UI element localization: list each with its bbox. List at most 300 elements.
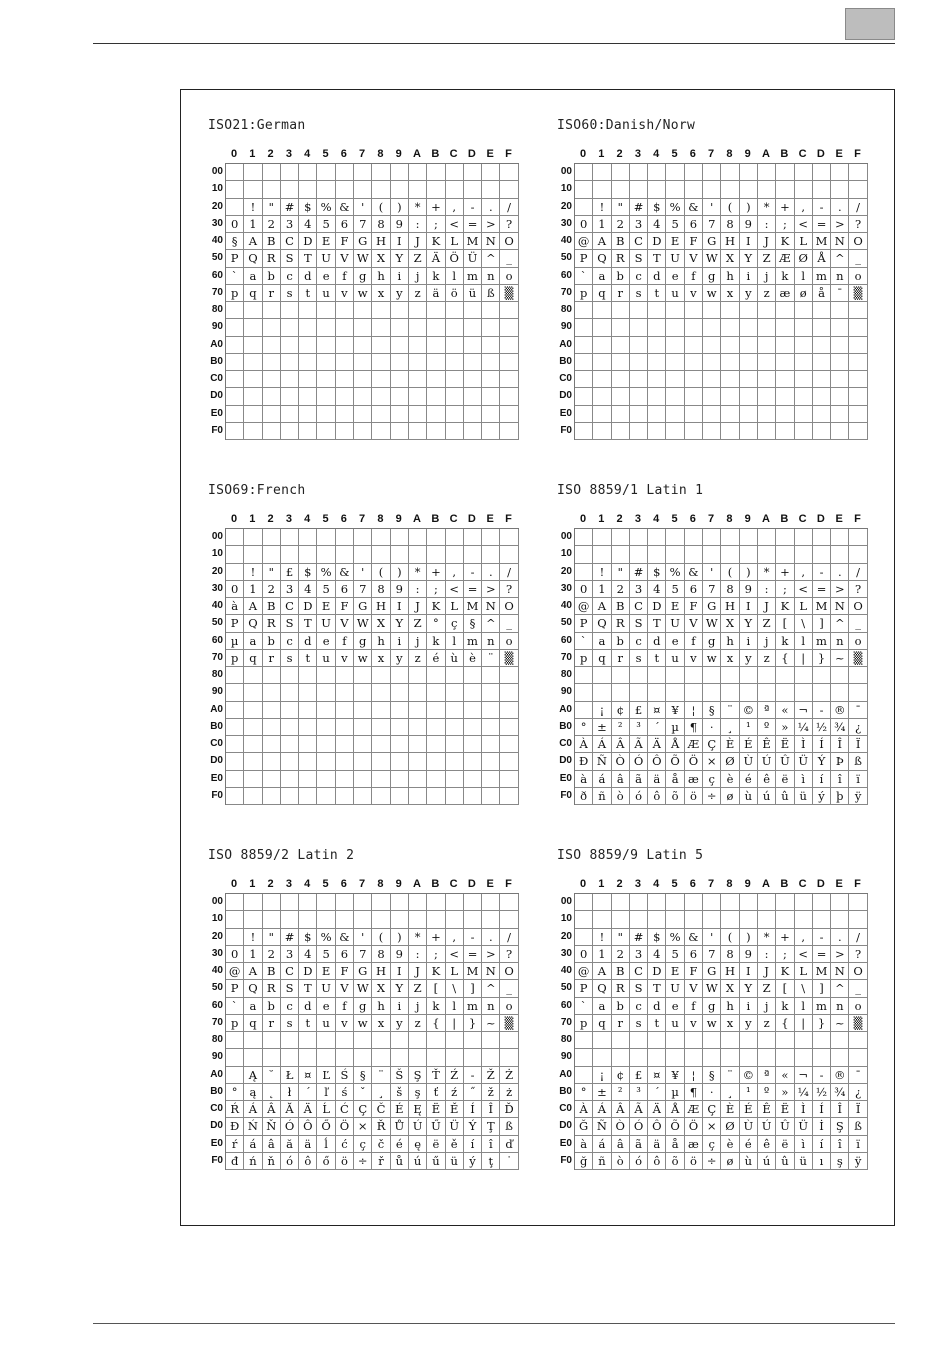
- grid-cell: L: [795, 963, 813, 980]
- grid-cell: [721, 371, 739, 388]
- grid-cell: [721, 423, 739, 440]
- grid-cell: }: [464, 1015, 482, 1032]
- grid-cell: ©: [740, 1067, 758, 1084]
- grid-cell: [317, 702, 335, 719]
- grid-cell: [391, 546, 409, 563]
- grid-cell: [372, 181, 390, 198]
- grid-cell: {: [776, 650, 794, 667]
- row-header: 60: [211, 999, 223, 1011]
- grid-cell: [299, 771, 317, 788]
- grid-cell: [500, 423, 518, 440]
- column-header: E: [486, 148, 494, 160]
- grid-cell: [336, 546, 354, 563]
- grid-cell: [575, 371, 593, 388]
- grid-cell: [446, 684, 464, 701]
- grid-cell: =: [464, 581, 482, 598]
- grid-cell: ): [391, 199, 409, 216]
- grid-cell: b: [263, 998, 281, 1015]
- grid-cell: ®: [831, 702, 849, 719]
- grid-cell: Ø: [721, 1118, 739, 1135]
- grid-row: [575, 319, 868, 336]
- grid-cell: [740, 423, 758, 440]
- grid-cell: [354, 702, 372, 719]
- grid-cell: M: [464, 233, 482, 250]
- grid-cell: 9: [391, 946, 409, 963]
- grid-cell: R: [612, 980, 630, 997]
- grid-cell: ": [612, 199, 630, 216]
- grid-cell: å: [666, 1136, 684, 1153]
- grid-cell: P: [226, 250, 244, 267]
- grid-cell: ĺ: [317, 1136, 335, 1153]
- grid-cell: 0: [226, 946, 244, 963]
- grid-cell: [500, 753, 518, 770]
- row-header: 40: [560, 965, 572, 976]
- grid-cell: [299, 337, 317, 354]
- grid-cell: A: [244, 233, 262, 250]
- grid-cell: Ż: [500, 1067, 518, 1084]
- grid-cell: [849, 164, 867, 181]
- column-header: C: [449, 148, 458, 160]
- grid-cell: t: [648, 650, 666, 667]
- grid-cell: [500, 911, 518, 928]
- row-header: 60: [560, 634, 572, 646]
- grid-row: [575, 1118, 868, 1135]
- grid-cell: d: [648, 268, 666, 285]
- grid-cell: [446, 667, 464, 684]
- grid-cell: ˘: [263, 1067, 281, 1084]
- grid-cell: [427, 319, 445, 336]
- grid-cell: ¬: [795, 1067, 813, 1084]
- grid-cell: 9: [740, 581, 758, 598]
- grid-cell: [612, 371, 630, 388]
- row-header: 90: [211, 1051, 223, 1063]
- grid-cell: ž: [482, 1084, 500, 1101]
- grid-cell: [758, 302, 776, 319]
- grid-cell: Å: [666, 736, 684, 753]
- grid-cell: [281, 164, 299, 181]
- grid-cell: [630, 546, 648, 563]
- grid-cell: [482, 423, 500, 440]
- grid-cell: [317, 667, 335, 684]
- grid-cell: [795, 1049, 813, 1066]
- column-header: 7: [708, 878, 715, 890]
- grid-cell: [500, 164, 518, 181]
- grid-cell: P: [575, 250, 593, 267]
- grid-cell: y: [740, 1015, 758, 1032]
- grid-cell: i: [391, 633, 409, 650]
- grid-cell: Ü: [446, 1118, 464, 1135]
- grid-cell: ß: [849, 753, 867, 770]
- grid-cell: [226, 354, 244, 371]
- grid-cell: D: [648, 233, 666, 250]
- grid-cell: [372, 164, 390, 181]
- grid-cell: [464, 771, 482, 788]
- grid-row: [226, 199, 519, 216]
- grid-cell: 2: [612, 216, 630, 233]
- grid-cell: [849, 388, 867, 405]
- grid-cell: [482, 302, 500, 319]
- grid-cell: [612, 667, 630, 684]
- grid-cell: ^: [482, 615, 500, 632]
- row-header: 50: [560, 617, 572, 629]
- grid-cell: [226, 667, 244, 684]
- grid-cell: [336, 354, 354, 371]
- grid-cell: i: [740, 998, 758, 1015]
- grid-cell: [446, 388, 464, 405]
- column-header: 3: [634, 513, 641, 525]
- grid-cell: ù: [446, 650, 464, 667]
- grid-cell: [446, 753, 464, 770]
- grid-row: [226, 423, 519, 440]
- grid-cell: h: [721, 998, 739, 1015]
- grid-cell: j: [758, 268, 776, 285]
- grid-cell: <: [446, 216, 464, 233]
- grid-cell: f: [685, 268, 703, 285]
- grid-cell: Ę: [409, 1101, 427, 1118]
- grid-cell: [685, 911, 703, 928]
- grid-row: [575, 1101, 868, 1118]
- grid-cell: [612, 911, 630, 928]
- grid-cell: ?: [849, 216, 867, 233]
- grid-cell: q: [244, 1015, 262, 1032]
- grid-cell: [630, 911, 648, 928]
- grid-cell: [464, 736, 482, 753]
- grid-cell: [281, 423, 299, 440]
- grid-cell: [758, 371, 776, 388]
- grid-cell: [666, 181, 684, 198]
- grid-cell: A: [593, 963, 611, 980]
- grid-cell: r: [263, 1015, 281, 1032]
- column-header: 5: [671, 878, 678, 890]
- grid-cell: [317, 371, 335, 388]
- column-header: 6: [340, 513, 347, 525]
- column-header: 1: [249, 148, 256, 160]
- grid-cell: m: [813, 633, 831, 650]
- grid-cell: [372, 406, 390, 423]
- grid-cell: ò: [612, 788, 630, 805]
- grid-row: [226, 753, 519, 770]
- grid-cell: ö: [685, 788, 703, 805]
- column-header: 2: [616, 513, 623, 525]
- grid-cell: 4: [648, 946, 666, 963]
- row-header: 60: [560, 999, 572, 1011]
- row-header: 00: [211, 166, 223, 177]
- grid-cell: [703, 164, 721, 181]
- grid-cell: $: [299, 564, 317, 581]
- grid-cell: P: [575, 615, 593, 632]
- row-header: 20: [211, 565, 223, 577]
- grid-cell: [648, 546, 666, 563]
- column-header: 9: [395, 513, 402, 525]
- grid-cell: [372, 546, 390, 563]
- grid-cell: Æ: [685, 1101, 703, 1118]
- grid-cell: [500, 736, 518, 753]
- grid-cell: ¾: [831, 719, 849, 736]
- grid-cell: À: [575, 1101, 593, 1118]
- row-header: 30: [211, 217, 223, 229]
- column-header: E: [486, 878, 494, 890]
- grid-cell: t: [299, 650, 317, 667]
- grid-cell: ;: [776, 216, 794, 233]
- grid-cell: D: [299, 598, 317, 615]
- grid-cell: s: [281, 285, 299, 302]
- grid-cell: [612, 337, 630, 354]
- grid-cell: [630, 337, 648, 354]
- grid-cell: µ: [666, 1084, 684, 1101]
- grid-cell: [575, 894, 593, 911]
- grid-cell: B: [263, 963, 281, 980]
- grid-cell: 5: [317, 946, 335, 963]
- grid-cell: [226, 788, 244, 805]
- grid-cell: ▒: [849, 1015, 867, 1032]
- grid-cell: [446, 788, 464, 805]
- grid-cell: [244, 667, 262, 684]
- grid-cell: [685, 546, 703, 563]
- grid-cell: E: [666, 598, 684, 615]
- grid-cell: [795, 371, 813, 388]
- grid-cell: ä: [648, 1136, 666, 1153]
- grid-cell: [648, 181, 666, 198]
- grid-row: [575, 164, 868, 181]
- grid-cell: [666, 529, 684, 546]
- grid-cell: z: [409, 650, 427, 667]
- grid-cell: J: [409, 233, 427, 250]
- grid-cell: [391, 388, 409, 405]
- grid-cell: ": [612, 929, 630, 946]
- grid-cell: Ø: [721, 753, 739, 770]
- grid-cell: [648, 302, 666, 319]
- grid-cell: [244, 164, 262, 181]
- grid-cell: ÷: [354, 1153, 372, 1170]
- grid-cell: [446, 371, 464, 388]
- grid-row: [575, 388, 868, 405]
- grid-cell: [281, 337, 299, 354]
- grid-cell: [354, 667, 372, 684]
- grid-cell: ,: [446, 929, 464, 946]
- grid-row: [575, 1032, 868, 1049]
- grid-cell: [776, 319, 794, 336]
- grid-cell: [795, 894, 813, 911]
- grid-cell: ï: [849, 1136, 867, 1153]
- grid-cell: ¨: [721, 1067, 739, 1084]
- grid-cell: Ě: [446, 1101, 464, 1118]
- grid-cell: [795, 181, 813, 198]
- grid-row: [226, 667, 519, 684]
- column-header: A: [762, 513, 770, 525]
- grid-cell: [446, 164, 464, 181]
- grid-cell: N: [831, 233, 849, 250]
- grid-cell: [354, 1032, 372, 1049]
- grid-cell: [813, 894, 831, 911]
- grid-cell: E: [666, 233, 684, 250]
- grid-cell: #: [281, 199, 299, 216]
- grid-cell: X: [721, 250, 739, 267]
- grid-cell: [482, 719, 500, 736]
- grid-cell: Ì: [795, 736, 813, 753]
- grid-cell: [391, 354, 409, 371]
- grid-cell: .: [482, 564, 500, 581]
- grid-cell: [575, 302, 593, 319]
- grid-cell: [372, 667, 390, 684]
- grid-cell: 3: [630, 946, 648, 963]
- grid-cell: R: [612, 615, 630, 632]
- grid-cell: q: [593, 1015, 611, 1032]
- grid-cell: Z: [409, 980, 427, 997]
- grid-cell: [795, 302, 813, 319]
- grid-cell: [776, 371, 794, 388]
- grid-cell: [575, 702, 593, 719]
- grid-cell: &: [336, 929, 354, 946]
- grid-cell: 7: [354, 946, 372, 963]
- grid-cell: [482, 667, 500, 684]
- row-header: D0: [559, 755, 572, 767]
- row-header: C0: [210, 1103, 223, 1114]
- grid-cell: [446, 719, 464, 736]
- grid-cell: ,: [795, 929, 813, 946]
- grid-cell: [831, 164, 849, 181]
- grid-cell: p: [575, 285, 593, 302]
- grid-row: [575, 1136, 868, 1153]
- grid-cell: È: [721, 1101, 739, 1118]
- grid-row: [226, 1136, 519, 1153]
- grid-cell: [776, 181, 794, 198]
- grid-cell: T: [648, 250, 666, 267]
- grid-cell: [482, 911, 500, 928]
- row-header: 50: [211, 617, 223, 629]
- grid-cell: Q: [593, 615, 611, 632]
- column-header: 4: [653, 513, 660, 525]
- grid-cell: [593, 302, 611, 319]
- grid-cell: `: [575, 268, 593, 285]
- grid-cell: y: [391, 285, 409, 302]
- row-header: 10: [560, 548, 572, 560]
- grid-cell: <: [795, 946, 813, 963]
- grid-row: [226, 911, 519, 928]
- grid-row: [226, 1101, 519, 1118]
- grid-cell: ·: [703, 719, 721, 736]
- grid-cell: [354, 164, 372, 181]
- grid-cell: [813, 406, 831, 423]
- grid-cell: A: [593, 233, 611, 250]
- grid-cell: [464, 911, 482, 928]
- grid-cell: [464, 354, 482, 371]
- grid-row: [575, 250, 868, 267]
- grid-cell: #: [281, 929, 299, 946]
- row-header: D0: [210, 1120, 223, 1132]
- grid-cell: [776, 684, 794, 701]
- grid-cell: y: [391, 650, 409, 667]
- grid-cell: =: [464, 216, 482, 233]
- column-header: 9: [744, 878, 751, 890]
- grid-cell: [226, 929, 244, 946]
- grid-cell: [849, 546, 867, 563]
- grid-cell: [372, 702, 390, 719]
- column-header: 1: [598, 878, 605, 890]
- grid-cell: [244, 911, 262, 928]
- grid-cell: [263, 319, 281, 336]
- grid-row: [575, 771, 868, 788]
- grid-cell: [758, 388, 776, 405]
- grid-cell: Ó: [630, 1118, 648, 1135]
- grid-cell: [317, 529, 335, 546]
- grid-row: [575, 581, 868, 598]
- grid-cell: Â: [612, 1101, 630, 1118]
- table-title: ISO60:Danish/Norw: [557, 118, 696, 133]
- grid-cell: ?: [500, 216, 518, 233]
- column-header: B: [431, 513, 440, 525]
- grid-cell: S: [630, 615, 648, 632]
- grid-cell: l: [446, 268, 464, 285]
- grid-cell: [: [776, 615, 794, 632]
- grid-cell: [244, 302, 262, 319]
- grid-cell: M: [813, 598, 831, 615]
- grid-cell: [317, 406, 335, 423]
- column-header: E: [835, 513, 843, 525]
- column-header: 7: [359, 878, 366, 890]
- grid-cell: [226, 719, 244, 736]
- grid-row: [575, 702, 868, 719]
- grid-cell: >: [831, 581, 849, 598]
- grid-cell: [666, 354, 684, 371]
- grid-cell: [795, 406, 813, 423]
- grid-cell: %: [666, 564, 684, 581]
- grid-cell: ¯: [849, 702, 867, 719]
- grid-row: [226, 181, 519, 198]
- grid-cell: [409, 894, 427, 911]
- grid-cell: r: [612, 1015, 630, 1032]
- row-header: E0: [559, 1137, 572, 1149]
- grid-cell: [244, 788, 262, 805]
- grid-cell: C: [281, 233, 299, 250]
- grid-cell: ¡: [593, 702, 611, 719]
- grid-cell: [758, 406, 776, 423]
- grid-cell: í: [464, 1136, 482, 1153]
- grid-cell: ;: [427, 946, 445, 963]
- grid-cell: [795, 354, 813, 371]
- grid-cell: č: [372, 1136, 390, 1153]
- grid-cell: [831, 388, 849, 405]
- column-header: 7: [708, 513, 715, 525]
- grid-row: [575, 1015, 868, 1032]
- grid-cell: g: [354, 998, 372, 1015]
- grid-cell: ): [740, 564, 758, 581]
- row-header: 80: [211, 304, 223, 315]
- grid-row: [226, 1015, 519, 1032]
- grid-cell: ą: [244, 1084, 262, 1101]
- column-header: 3: [285, 148, 292, 160]
- grid-cell: d: [648, 998, 666, 1015]
- grid-cell: ż: [500, 1084, 518, 1101]
- grid-cell: â: [612, 1136, 630, 1153]
- grid-cell: 5: [666, 216, 684, 233]
- grid-cell: s: [630, 1015, 648, 1032]
- grid-cell: ^: [831, 615, 849, 632]
- grid-cell: ': [703, 564, 721, 581]
- grid-cell: *: [758, 199, 776, 216]
- grid-cell: I: [391, 963, 409, 980]
- grid-cell: [721, 406, 739, 423]
- grid-cell: Ä: [648, 736, 666, 753]
- grid-cell: é: [427, 650, 445, 667]
- grid-cell: ×: [703, 1118, 721, 1135]
- grid-cell: 6: [685, 946, 703, 963]
- grid-row: [226, 650, 519, 667]
- row-header: 10: [211, 183, 223, 195]
- character-grid: [574, 528, 868, 805]
- grid-row: [226, 337, 519, 354]
- grid-cell: R: [612, 250, 630, 267]
- grid-cell: n: [482, 633, 500, 650]
